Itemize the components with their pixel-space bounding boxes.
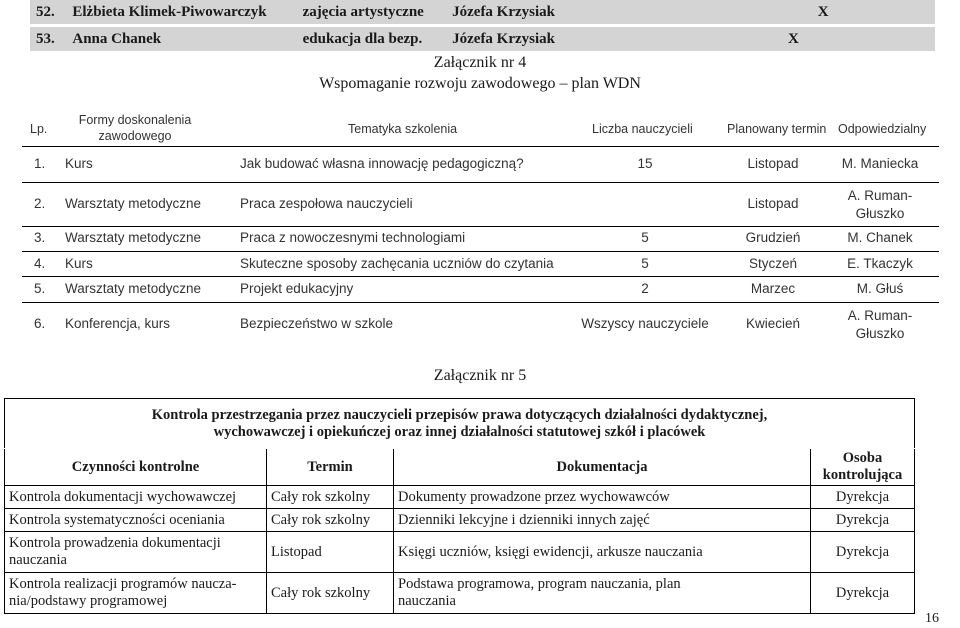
row-count: 15 bbox=[637, 156, 653, 171]
row-term: Marzec bbox=[750, 281, 796, 296]
person: Dyrekcja bbox=[811, 486, 915, 509]
header-term: Planowany termin bbox=[727, 122, 827, 136]
divider bbox=[22, 251, 939, 252]
row-topic: Skuteczne sposoby zachęcania uczniów do czytania bbox=[240, 256, 554, 271]
table-row bbox=[5, 486, 915, 509]
row-term: Styczeń bbox=[748, 256, 798, 271]
activity: Kontrola realizacji programów naucza- nia/podstawy programowej bbox=[5, 573, 267, 614]
teacher-name: Elżbieta Klimek-Piwowarczyk bbox=[66, 0, 296, 26]
header-activity: Czynności kontrolne bbox=[5, 449, 267, 486]
row-form: Kurs bbox=[65, 156, 93, 171]
docs: Księgi uczniów, księgi ewidencji, arkusze nauczania bbox=[394, 532, 811, 573]
school-name: Józefa Krzysiak bbox=[446, 0, 812, 26]
annex-5-title: Załącznik nr 5 bbox=[433, 367, 527, 384]
table-row bbox=[5, 573, 915, 614]
divider bbox=[22, 182, 939, 183]
row-responsible: M. Maniecka bbox=[841, 156, 919, 171]
row-lp: 5. bbox=[34, 281, 46, 296]
row-topic: Bezpieczeństwo w szkole bbox=[240, 316, 394, 331]
row-count: 5 bbox=[641, 230, 649, 245]
activity: Kontrola dokumentacji wychowawczej bbox=[5, 486, 267, 509]
row-lp: 4. bbox=[34, 256, 46, 271]
docs: Podstawa programowa, program nauczania, plan nauczania bbox=[394, 573, 811, 614]
header-topic: Tematyka szkolenia bbox=[348, 122, 458, 136]
row-count: Wszyscy nauczyciele bbox=[581, 316, 709, 331]
header-lp: Lp. bbox=[30, 122, 48, 136]
header-person: Osoba kontrolująca bbox=[811, 449, 915, 486]
term: Listopad bbox=[267, 532, 394, 573]
row-topic: Praca zespołowa nauczycieli bbox=[240, 196, 413, 211]
row-lp: 6. bbox=[34, 316, 46, 331]
table-row bbox=[30, 26, 935, 53]
subject: zajęcia artystyczne bbox=[297, 0, 446, 26]
term: Cały rok szkolny bbox=[267, 509, 394, 532]
row-form: Warsztaty metodyczne bbox=[65, 196, 202, 211]
activity: Kontrola prowadzenia dokumentacji nauczania bbox=[5, 532, 267, 573]
divider bbox=[22, 226, 939, 227]
docs: Dzienniki lekcyjne i dzienniki innych zajęć bbox=[394, 509, 811, 532]
row-lp: 3. bbox=[34, 230, 46, 245]
header-term: Termin bbox=[267, 449, 394, 486]
table-header-row bbox=[5, 449, 915, 486]
person: Dyrekcja bbox=[811, 573, 915, 614]
row-responsible: E. Tkaczyk bbox=[847, 256, 913, 271]
row-responsible: M. Chanek bbox=[847, 230, 913, 245]
row-topic: Jak budować własna innowację pedagogiczną? bbox=[240, 156, 524, 171]
annex-4-title: Załącznik nr 4 bbox=[433, 54, 527, 71]
row-number: 52. bbox=[30, 0, 66, 26]
row-number: 53. bbox=[30, 26, 66, 53]
header-docs: Dokumentacja bbox=[394, 449, 811, 486]
term: Cały rok szkolny bbox=[267, 573, 394, 614]
divider bbox=[22, 276, 939, 277]
school-name: Józefa Krzysiak X bbox=[446, 26, 935, 53]
person: Dyrekcja bbox=[811, 532, 915, 573]
annex-4-subtitle: Wspomaganie rozwoju zawodowego – plan WDN bbox=[319, 75, 641, 92]
control-heading: Kontrola przestrzegania przez nauczycieli przepisów prawa dotyczących działalności dydaktycznej, wychowawczej i opiekuńczej oraz innej działalności statutowej szkół i placówek bbox=[151, 407, 768, 440]
table-row bbox=[5, 509, 915, 532]
person: Dyrekcja bbox=[811, 509, 915, 532]
row-form: Konferencja, kurs bbox=[65, 316, 171, 331]
docs: Dokumenty prowadzone przez wychowawców bbox=[394, 486, 811, 509]
subject: edukacja dla bezp. bbox=[297, 26, 446, 53]
page-number: 16 bbox=[925, 611, 939, 626]
row-count: 2 bbox=[641, 281, 649, 296]
row-lp: 2. bbox=[34, 196, 46, 211]
row-topic: Praca z nowoczesnymi technologiami bbox=[240, 230, 466, 245]
divider bbox=[22, 146, 939, 147]
row-form: Kurs bbox=[65, 256, 93, 271]
teacher-name: Anna Chanek bbox=[66, 26, 296, 53]
header-count: Liczba nauczycieli bbox=[592, 122, 693, 136]
activity: Kontrola systematyczności oceniania bbox=[5, 509, 267, 532]
header-forms: Formy doskonalenia zawodowego bbox=[78, 113, 192, 143]
row-lp: 1. bbox=[34, 156, 46, 171]
control-heading-box bbox=[4, 398, 915, 448]
staff-table bbox=[30, 0, 935, 54]
mark: X bbox=[812, 0, 935, 26]
divider bbox=[22, 302, 939, 303]
row-form: Warsztaty metodyczne bbox=[65, 281, 202, 296]
header-responsible: Odpowiedzialny bbox=[838, 122, 927, 136]
control-table bbox=[4, 449, 915, 614]
row-form: Warsztaty metodyczne bbox=[65, 230, 202, 245]
row-responsible: M. Głuś bbox=[856, 281, 904, 296]
row-topic: Projekt edukacyjny bbox=[240, 281, 354, 296]
row-responsible: A. Ruman- Głuszko bbox=[847, 188, 913, 221]
row-count: 5 bbox=[641, 256, 649, 271]
mark: X bbox=[788, 30, 799, 47]
row-term: Grudzień bbox=[745, 230, 801, 245]
table-row bbox=[5, 532, 915, 573]
row-term: Kwiecień bbox=[745, 316, 801, 331]
row-term: Listopad bbox=[747, 196, 799, 211]
row-term: Listopad bbox=[747, 156, 799, 171]
table-row bbox=[30, 0, 935, 26]
row-responsible: A. Ruman- Głuszko bbox=[847, 308, 913, 341]
term: Cały rok szkolny bbox=[267, 486, 394, 509]
